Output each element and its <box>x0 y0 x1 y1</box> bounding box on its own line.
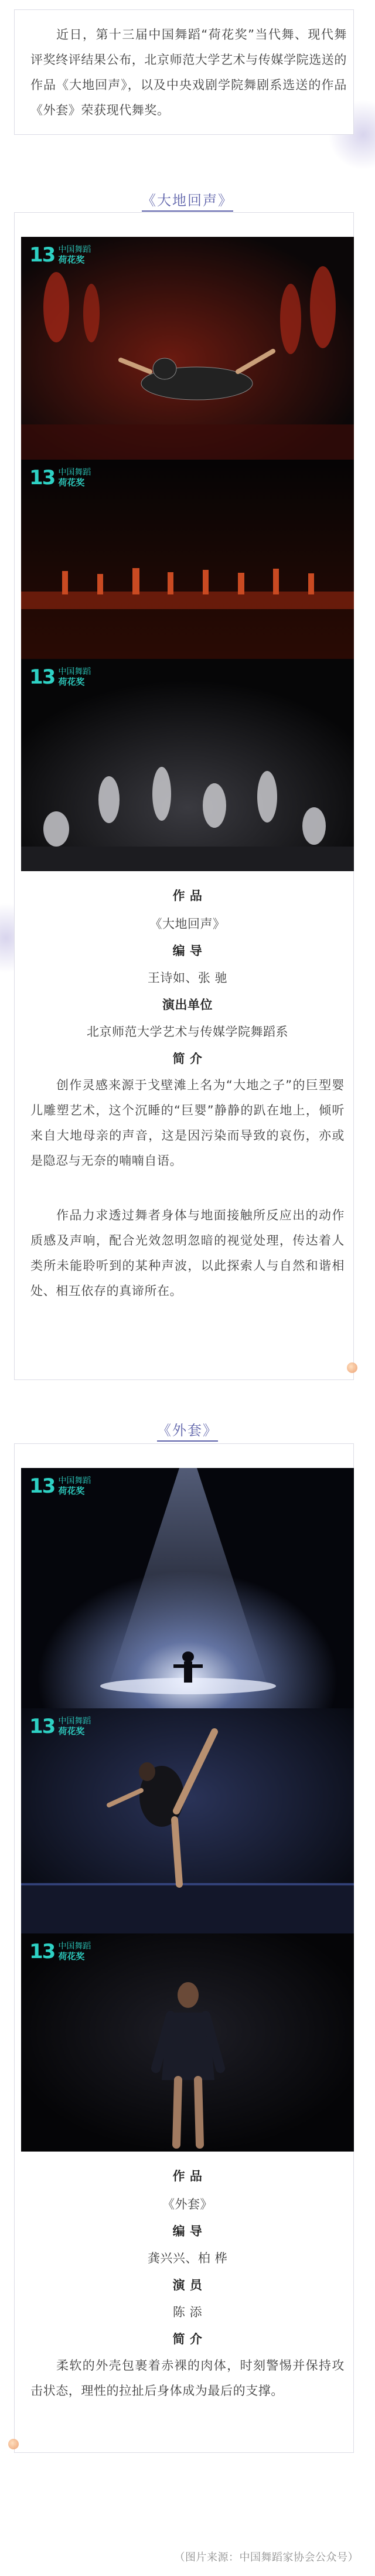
festival-logo <box>29 666 91 688</box>
festival-logo-line2: 荷花奖 <box>58 477 85 488</box>
festival-logo-line1: 中国舞蹈 <box>58 1476 91 1486</box>
festival-logo <box>29 1715 91 1738</box>
stage-photo-scene <box>21 1468 354 1708</box>
image-source-credit: （图片来源：中国舞蹈家协会公众号） <box>174 2551 359 2564</box>
stage-photo <box>21 1708 354 1933</box>
festival-logo <box>29 1475 91 1497</box>
festival-logo-line1: 中国舞蹈 <box>58 245 91 254</box>
stage-photo <box>21 1468 354 1708</box>
section-title-1 <box>0 189 375 209</box>
festival-logo-line1: 中国舞蹈 <box>58 667 91 677</box>
festival-logo-number: 13 <box>29 466 55 490</box>
festival-logo-line2: 荷花奖 <box>58 1951 85 1962</box>
festival-logo-line2: 荷花奖 <box>58 677 85 687</box>
synopsis-paragraph: 作品力求透过舞者身体与地面接触所反应出的动作质感及声响，配合光效忽明忽暗的视觉处理，传达着人类所未能聆听到的某种声波，以此探索人与自然和谐相处、相互依存的真谛所在。 <box>30 1208 345 1298</box>
stage-photo <box>21 237 354 460</box>
festival-logo-number: 13 <box>29 1940 55 1963</box>
stage-photo <box>21 460 354 659</box>
synopsis-paragraph: 创作灵感来源于戈壁滩上名为“大地之子”的巨型婴儿雕塑艺术，这个沉睡的“巨婴”静静的趴在地上，倾听来自大地母亲的声音，这是因污染而导致的哀伤，亦或是隐忍与无奈的喃喃自语。 <box>30 1078 345 1168</box>
festival-logo-number: 13 <box>29 1474 55 1498</box>
festival-logo-line2: 荷花奖 <box>58 1486 85 1496</box>
performer-unit-label: 演出单位 <box>162 998 213 1012</box>
section-title-text: 《大地回声》 <box>142 192 233 212</box>
festival-logo <box>29 244 91 266</box>
synopsis-label: 简 介 <box>172 2332 203 2346</box>
performer-unit: 北京师范大学艺术与传媒学院舞蹈系 <box>87 1025 288 1039</box>
synopsis-label: 简 介 <box>172 1052 203 1066</box>
festival-logo-line1: 中国舞蹈 <box>58 468 91 477</box>
stage-photo-scene <box>21 237 354 460</box>
stage-photo-scene <box>21 1708 354 1933</box>
section-title-2 <box>0 1419 375 1439</box>
festival-logo-line2: 荷花奖 <box>58 254 85 265</box>
intro-paragraph: 近日，第十三届中国舞蹈“荷花奖”当代舞、现代舞评奖终评结果公布，北京师范大学艺术与传媒学院选送的作品《大地回声》，以及中央戏剧学院舞剧系选送的作品《外套》荣获现代舞奖。 <box>30 28 347 117</box>
stage-photo-scene <box>21 659 354 871</box>
festival-logo-number: 13 <box>29 1715 55 1738</box>
section-title-text: 《外套》 <box>157 1422 218 1442</box>
performer-label: 演 员 <box>172 2278 203 2292</box>
choreographer-label: 编 导 <box>172 2224 203 2238</box>
stage-photo-scene <box>21 1933 354 2152</box>
work-label: 作 品 <box>172 889 203 903</box>
stage-photo-scene <box>21 460 354 659</box>
choreographer-names: 龚兴兴、柏 桦 <box>147 2251 228 2265</box>
festival-logo <box>29 467 91 489</box>
work-title: 《大地回声》 <box>149 917 226 931</box>
orb-decoration <box>8 2439 19 2449</box>
performer-name: 陈 添 <box>172 2305 203 2319</box>
orb-decoration <box>347 1362 357 1373</box>
festival-logo-line2: 荷花奖 <box>58 1726 85 1736</box>
stage-photo <box>21 659 354 871</box>
stage-photo <box>21 1933 354 2152</box>
work-title: 《外套》 <box>162 2197 213 2211</box>
synopsis-paragraph: 柔软的外壳包裹着赤裸的肉体，时刻警惕并保持攻击状态，理性的拉扯后身体成为最后的支撑。 <box>30 2358 345 2398</box>
festival-logo-number: 13 <box>29 665 55 689</box>
festival-logo-line1: 中国舞蹈 <box>58 1942 91 1951</box>
festival-logo-line1: 中国舞蹈 <box>58 1717 91 1726</box>
choreographer-names: 王诗如、张 驰 <box>147 971 228 985</box>
choreographer-label: 编 导 <box>172 944 203 958</box>
festival-logo-number: 13 <box>29 243 55 267</box>
work-label: 作 品 <box>172 2169 203 2183</box>
festival-logo <box>29 1941 91 1963</box>
